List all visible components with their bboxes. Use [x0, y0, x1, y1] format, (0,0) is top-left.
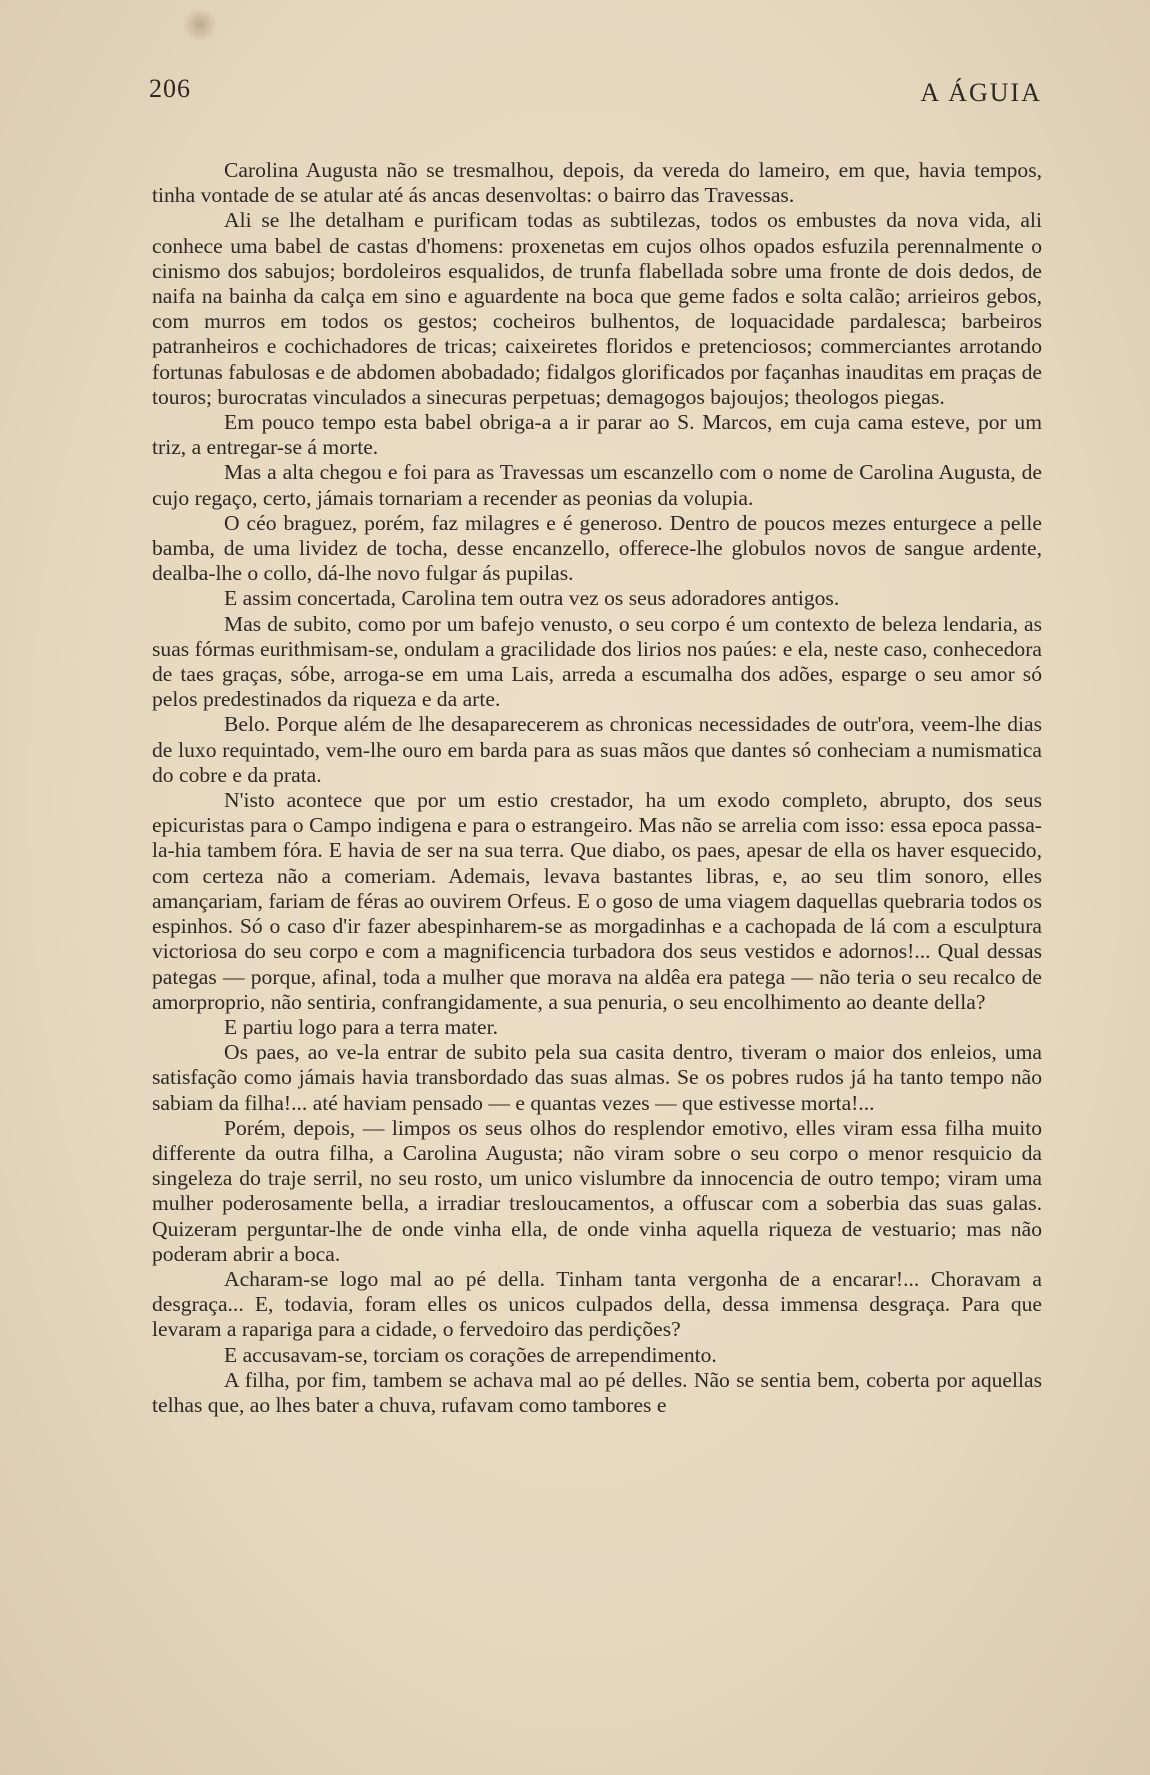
- paragraph: Ali se lhe detalham e purificam todas as subtilezas, todos os embustes da nova vida, ali conhece uma babel de castas d'homens: proxenetas em cujos olhos opados esfuzila perennalmente o cinismo dos sabujos; bordoleiros esqualidos, de trunfa flabellada sobre uma fronte de dois dedos, de naifa na bainha da calça em sino e aguardente na boca que geme fados e solta calão; arrieiros gebos, com murros em todos os gestos; cocheiros bulhentos, de loquacidade pardalesca; barbeiros patranheiros e cochichadores de tricas; caixeiretes floridos e pretenciosos; commerciantes arrotando fortunas fabulosas e de abdomen abobadado; fidalgos glorificados por façanhas inauditas em praças de touros; burocratas vinculados a sinecuras perpetuas; demagogos bajoujos; theologos piegas.: [152, 208, 1042, 409]
- paragraph: O céo braguez, porém, faz milagres e é generoso. Dentro de poucos mezes enturgece a pelle bamba, de uma lividez de tocha, desse encanzello, offerece-lhe globulos novos de sangue ardente, dealba-lhe o collo, dá-lhe novo fulgar ás pupilas.: [152, 510, 1042, 586]
- paragraph: Porém, depois, — limpos os seus olhos do resplendor emotivo, elles viram essa filha muito differente da outra filha, a Carolina Augusta; não viram sobre o seu corpo o menor resquicio da singeleza do traje serril, no seu rosto, um unico vislumbre da innocencia de outro tempo; viram uma mulher poderosamente bella, a irradiar tresloucamentos, a offuscar com a soberbia das suas galas. Quizeram perguntar-lhe de onde vinha ella, de onde vinha aquella riqueza de vestuario; mas não poderam abrir a boca.: [152, 1115, 1042, 1266]
- paragraph: Mas de subito, como por um bafejo venusto, o seu corpo é um contexto de beleza lendaria, as suas fórmas eurithmisam-se, ondulam a gracilidade dos lirios nos paúes: e ela, neste caso, conhecedora de taes graças, sóbe, arroga-se em uma Lais, arreda a escumalha dos adões, esparge o seu amor só pelos predestinados da riqueza e da arte.: [152, 611, 1042, 712]
- paragraph: E assim concertada, Carolina tem outra vez os seus adoradores antigos.: [224, 586, 840, 611]
- paragraph: Carolina Augusta não se tresmalhou, depois, da vereda do lameiro, em que, havia tempos, tinha vontade de se atular até ás ancas desenvoltas: o bairro das Travessas.: [152, 158, 1042, 208]
- running-title: A ÁGUIA: [920, 78, 1042, 107]
- paper-stain: [180, 10, 220, 40]
- paragraph: E partiu logo para a terra mater.: [224, 1014, 498, 1039]
- page-header: [149, 74, 1042, 114]
- paragraph: Em pouco tempo esta babel obriga-a a ir parar ao S. Marcos, em cuja cama esteve, por um triz, a entregar-se á morte.: [152, 410, 1042, 460]
- paragraph: Belo. Porque além de lhe desaparecerem as chronicas necessidades de outr'ora, veem-lhe dias de luxo requintado, vem-lhe ouro em barda para as suas mãos que dantes só conheciam a numismatica do cobre e da prata.: [152, 712, 1042, 787]
- paragraph: N'isto acontece que por um estio crestador, ha um exodo completo, abrupto, dos seus epicuristas para o Campo indigena e para o estrangeiro. Mas não se arrelia com isso: essa epoca passa-la-hia tambem fóra. E havia de ser na sua terra. Que diabo, os paes, apesar de ella os haver esquecido, com certeza não a comeriam. Ademais, levava bastantes libras, e, ao seu tlim sonoro, elles amançariam, fariam de féras ao ouvirem Orfeus. E o goso de uma viagem daquellas quebraria todos os espinhos. Só o caso d'ir fazer abespinharem-se as morgadinhas e a cachopada de lá com a esculptura victoriosa do seu corpo e com a magnificencia turbadora dos seus vestidos e adornos!... Qual dessas pategas — porque, afinal, toda a mulher que morava na aldêa era patega — não teria o seu recalco de amorproprio, não sentiria, confrangidamente, a sua penuria, o seu encolhimento ao deante della?: [152, 788, 1042, 1014]
- paragraph: Os paes, ao ve-la entrar de subito pela sua casita dentro, tiveram o maior dos enleios, uma satisfação como jámais havia transbordado das suas almas. Se os pobres rudos já ha tanto tempo não sabiam da filha!... até haviam pensado — e quantas vezes — que estivesse morta!...: [152, 1040, 1042, 1115]
- body-text: [152, 158, 1042, 1418]
- paragraph: E accusavam-se, torciam os corações de arrependimento.: [224, 1342, 717, 1367]
- paragraph: A filha, por fim, tambem se achava mal ao pé delles. Não se sentia bem, coberta por aquellas telhas que, ao lhes bater a chuva, rufavam como tambores e: [152, 1367, 1042, 1417]
- page-number: 206: [149, 74, 191, 103]
- paragraph: Mas a alta chegou e foi para as Travessas um escanzello com o nome de Carolina Augusta, de cujo regaço, certo, jámais tornariam a recender as peonias da volupia.: [152, 460, 1042, 510]
- paragraph: Acharam-se logo mal ao pé della. Tinham tanta vergonha de a encarar!... Choravam a desgraça... E, todavia, foram elles os unicos culpados della, dessa immensa desgraça. Para que levaram a rapariga para a cidade, o fervedoiro das perdições?: [152, 1266, 1042, 1342]
